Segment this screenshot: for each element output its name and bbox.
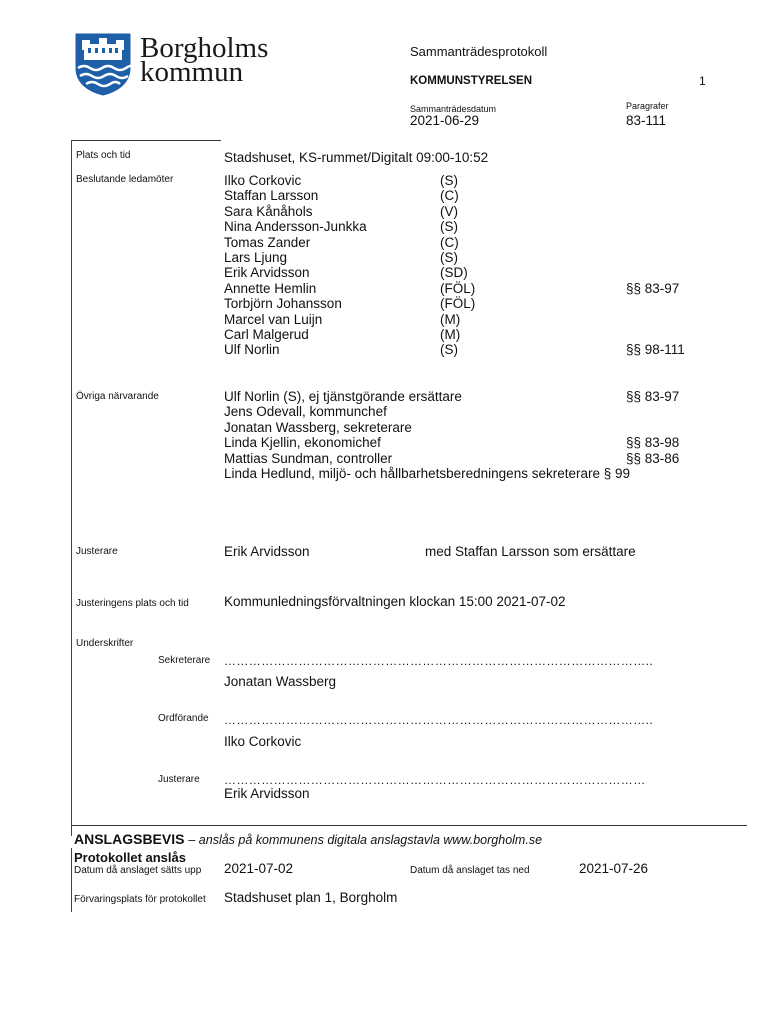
posted-to-date: 2021-07-26 <box>579 861 649 876</box>
logo-text-line2: kommun <box>140 56 244 88</box>
signature-name-adjuster: Erik Arvidsson <box>224 786 310 801</box>
notice-heading <box>74 831 542 847</box>
member-name: Tomas Zander <box>224 234 311 250</box>
other-attendee: Ulf Norlin (S), ej tjänstgörande ersättare <box>224 389 462 404</box>
posted-from-label: Datum då anslaget sätts upp <box>74 865 202 876</box>
posted-heading: Protokollet anslås <box>74 850 186 865</box>
signature-line: ………………………………………………………………………………………….. <box>224 713 654 727</box>
notice-divider <box>71 825 747 826</box>
signatures-label: Underskrifter <box>76 638 134 649</box>
body-name: KOMMUNSTYRELSEN <box>410 75 533 87</box>
member-party: (SD) <box>440 265 468 281</box>
member-party: (S) <box>440 219 458 235</box>
page-number: 1 <box>699 74 706 88</box>
member-name: Ilko Corkovic <box>224 173 302 188</box>
header-divider <box>71 140 221 141</box>
signature-name-chair: Ilko Corkovic <box>224 734 302 749</box>
member-name: Carl Malgerud <box>224 327 309 342</box>
member-party: (V) <box>440 203 458 219</box>
storage-label: Förvaringsplats för protokollet <box>74 894 206 905</box>
other-attendee: Mattias Sundman, controller <box>224 450 393 466</box>
other-attendee: Linda Hedlund, miljö- och hållbarhetsberedningens sekreterare § 99 <box>224 466 631 481</box>
signature-line: ………………………………………………………………………………………….. <box>224 654 654 668</box>
date-label: Sammanträdesdatum <box>410 104 497 114</box>
posted-from-date: 2021-07-02 <box>224 861 294 876</box>
paragraphs-label: Paragrafer <box>626 101 669 111</box>
other-paragraphs: §§ 83-86 <box>626 450 680 466</box>
adjust-place-value: Kommunledningsförvaltningen klockan 15:00 2021-07-02 <box>224 594 566 609</box>
borgholm-coat-of-arms-icon <box>74 32 132 96</box>
member-name: Marcel van Luijn <box>224 311 323 327</box>
place-value: Stadshuset, KS-rummet/Digitalt 09:00-10:52 <box>224 150 489 165</box>
signature-line: ………………………………………………………………………………………… <box>224 773 646 787</box>
member-name: Lars Ljung <box>224 250 288 265</box>
signature-role-adjuster: Justerare <box>158 774 200 785</box>
member-party: (C) <box>440 188 459 204</box>
place-label: Plats och tid <box>76 150 131 161</box>
member-party: (FÖL) <box>440 296 476 312</box>
member-party: (FÖL) <box>440 280 476 296</box>
logo-text-line1: Borgholms <box>140 32 269 64</box>
member-party: (S) <box>440 342 458 358</box>
member-name: Ulf Norlin <box>224 342 280 358</box>
others-label: Övriga närvarande <box>76 391 159 402</box>
adjuster-name: Erik Arvidsson <box>224 544 310 559</box>
member-name: Annette Hemlin <box>224 280 317 296</box>
left-margin-rule <box>71 140 72 836</box>
adjust-place-label: Justeringens plats och tid <box>76 598 189 609</box>
member-party: (S) <box>440 250 458 265</box>
meeting-date: 2021-06-29 <box>410 113 480 128</box>
member-party: (S) <box>440 173 458 188</box>
member-party: (M) <box>440 311 461 327</box>
other-attendee: Jens Odevall, kommunchef <box>224 404 387 420</box>
paragraphs-value: 83-111 <box>626 113 667 128</box>
other-paragraphs: §§ 83-97 <box>626 389 680 404</box>
member-paragraphs: §§ 83-97 <box>626 280 680 296</box>
signature-name-secretary: Jonatan Wassberg <box>224 674 337 689</box>
storage-value: Stadshuset plan 1, Borgholm <box>224 890 398 905</box>
member-name: Sara Kånåhols <box>224 203 313 219</box>
notice-margin-rule <box>71 848 72 912</box>
member-paragraphs: §§ 98-111 <box>626 342 685 358</box>
notice-title: ANSLAGSBEVIS <box>74 831 185 847</box>
other-paragraphs: §§ 83-98 <box>626 435 680 451</box>
posted-to-label: Datum då anslaget tas ned <box>410 865 530 876</box>
document-type: Sammanträdesprotokoll <box>410 44 548 59</box>
member-name: Nina Andersson-Junkka <box>224 219 367 235</box>
adjuster-label: Justerare <box>76 546 118 557</box>
member-party: (C) <box>440 234 459 250</box>
members-label: Beslutande ledamöter <box>76 174 174 185</box>
signature-role-chair: Ordförande <box>158 713 209 724</box>
notice-subtitle: – anslås på kommunens digitala anslagstavla www.borgholm.se <box>188 833 543 847</box>
member-name: Torbjörn Johansson <box>224 296 342 312</box>
member-name: Erik Arvidsson <box>224 265 310 281</box>
member-party: (M) <box>440 327 461 342</box>
other-attendee: Jonatan Wassberg, sekreterare <box>224 419 412 435</box>
adjuster-substitute: med Staffan Larsson som ersättare <box>425 544 636 559</box>
member-name: Staffan Larsson <box>224 188 319 204</box>
other-attendee: Linda Kjellin, ekonomichef <box>224 435 381 451</box>
signature-role-secretary: Sekreterare <box>158 655 211 666</box>
